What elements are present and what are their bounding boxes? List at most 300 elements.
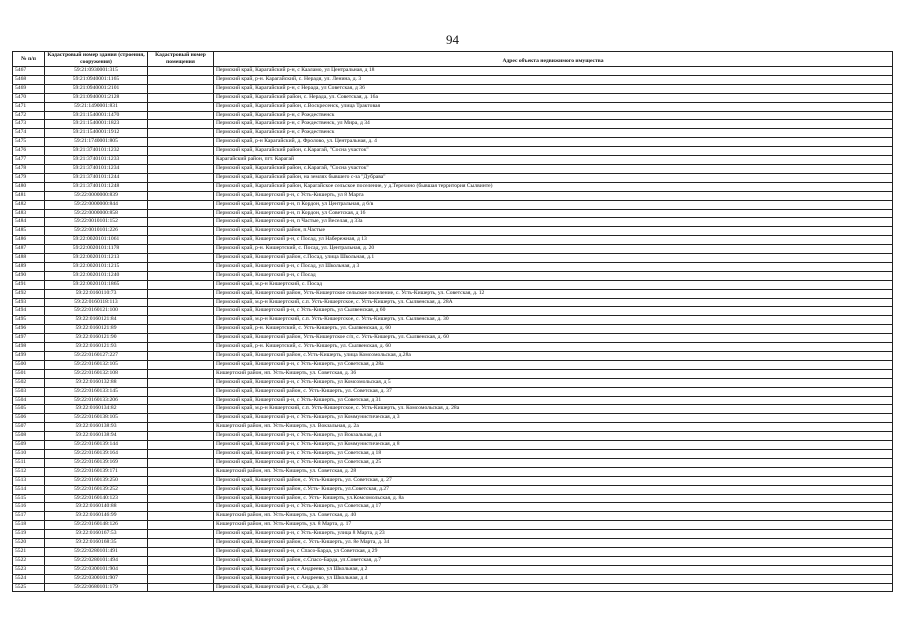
table-row [13, 325, 893, 334]
cadastral-building-cell: 59:21:1490001:831 [45, 102, 148, 111]
cadastral-building-cell: 59:22:0160138:93 [45, 423, 148, 432]
cadastral-building-cell: 59:22:0160139:144 [45, 441, 148, 450]
cadastral-premise-cell [148, 512, 214, 521]
address-cell: Пермский край, Кишертский район, Усть-Кишертское сельское поселение, с. Усть-Кишерть, ул. Советская, д. 12 [214, 289, 893, 298]
cadastral-building-cell: 59:22:0160132:108 [45, 369, 148, 378]
page-number: 94 [446, 32, 459, 47]
cadastral-building-cell: 59:22:0160121:100 [45, 307, 148, 316]
address-cell: Пермский край, Кишертский р-н, с Усть-Кишерть, ул Советская, д 18 [214, 449, 893, 458]
cadastral-premise-cell [148, 182, 214, 191]
cadastral-premise-cell [148, 236, 214, 245]
address-cell: Кишертский район, нп. Усть-Кишерть, ул. Вокзальная, д. 2а [214, 423, 893, 432]
address-cell: Пермский край, Кишертский район, п.Частые [214, 227, 893, 236]
cadastral-premise-cell [148, 102, 214, 111]
row-number: 5505 [13, 405, 45, 414]
cadastral-premise-cell [148, 120, 214, 129]
address-cell: Пермский край, р-н. Кишертский, с. Усть-Кишерть, ул. Сылвенская, д. 60 [214, 343, 893, 352]
cadastral-premise-cell [148, 245, 214, 254]
address-cell: Пермский край, Кишертский район, с.Посад, улица Школьная, д.1 [214, 254, 893, 263]
cadastral-premise-cell [148, 369, 214, 378]
cadastral-building-cell: 59:22:0160138:105 [45, 414, 148, 423]
cadastral-building-cell: 59:22:0160121:84 [45, 316, 148, 325]
table-row [13, 396, 893, 405]
cadastral-building-cell: 59:21:1540001:1823 [45, 120, 148, 129]
table-row [13, 245, 893, 254]
cadastral-building-cell: 59:22:0160146:99 [45, 512, 148, 521]
cadastral-building-cell: 59:22:0160167:53 [45, 530, 148, 539]
cadastral-building-cell: 59:22:0160118:113 [45, 298, 148, 307]
row-number: 5488 [13, 254, 45, 263]
row-number: 5513 [13, 476, 45, 485]
address-cell: Пермский край, Кишертский р-н, с Усть-Кишерть, улица 8 Марта, д 23 [214, 530, 893, 539]
row-number: 5481 [13, 191, 45, 200]
cadastral-premise-cell [148, 547, 214, 556]
address-cell: Пермский край, Кишертский р-н, с Андреево, ул Школьная, д 2 [214, 565, 893, 574]
address-cell: Пермский край, р-н Карагайский, д. Фролово, ул. Центральная, д. 4 [214, 138, 893, 147]
address-cell: Пермский край, Карагайский р-н, с Нерада, ул Советская, д 36 [214, 84, 893, 93]
address-cell: Пермский край, Кишертский р-н, с Усть-Кишерть, ул Советская, д 17 [214, 503, 893, 512]
row-number: 5489 [13, 262, 45, 271]
cadastral-building-cell: 59:22:0160139:250 [45, 476, 148, 485]
row-number: 5518 [13, 521, 45, 530]
row-number: 5510 [13, 449, 45, 458]
header-cadastral-building: Кадастровый номер здания (строения, сооружения) [45, 52, 148, 67]
row-number: 5477 [13, 156, 45, 165]
cadastral-premise-cell [148, 530, 214, 539]
row-number: 5504 [13, 396, 45, 405]
address-cell: Пермский край, Кишертский район, с. Усть-Кишерть, ул. 8е Марта, д. 34 [214, 539, 893, 548]
table-row [13, 343, 893, 352]
cadastral-building-cell: 59:22:0020101:1213 [45, 254, 148, 263]
table-row [13, 352, 893, 361]
table-row [13, 254, 893, 263]
cadastral-building-cell: 59:22:0160139:169 [45, 458, 148, 467]
row-number: 5515 [13, 494, 45, 503]
row-number: 5473 [13, 120, 45, 129]
cadastral-premise-cell [148, 84, 214, 93]
address-cell: Пермский край, Кишертский р-н, п Частые, ул Веселая, д 33а [214, 218, 893, 227]
row-number: 5474 [13, 129, 45, 138]
address-cell: Пермский край, м.р-н Кишертский, с.п. Усть-Кишертское, с. Усть-Кишерть, ул. Сылвенская, д. 28А [214, 298, 893, 307]
address-cell: Пермский край, Кишертский р-н, п Кордон, ул Советская, д 16 [214, 209, 893, 218]
row-number: 5499 [13, 352, 45, 361]
cadastral-building-cell: 59:22:0000000:844 [45, 200, 148, 209]
row-number: 5475 [13, 138, 45, 147]
row-number: 5506 [13, 414, 45, 423]
table-row [13, 378, 893, 387]
cadastral-building-cell: 59:22:0160110:73 [45, 289, 148, 298]
header-address: Адрес объекта недвижимого имущества [214, 52, 893, 67]
row-number: 5487 [13, 245, 45, 254]
table-row [13, 512, 893, 521]
row-number: 5496 [13, 325, 45, 334]
row-number: 5517 [13, 512, 45, 521]
cadastral-premise-cell [148, 583, 214, 592]
table-row [13, 307, 893, 316]
cadastral-building-cell: 59:22:0300101:907 [45, 574, 148, 583]
address-cell: Пермский край, Карагайский р-н, с Рождественск [214, 129, 893, 138]
table-row [13, 120, 893, 129]
cadastral-premise-cell [148, 556, 214, 565]
row-number: 5491 [13, 280, 45, 289]
table-row [13, 111, 893, 120]
address-cell: Пермский край, Кишертский р-н, п Кордон, ул Центральная, д 6/в [214, 200, 893, 209]
table-row [13, 84, 893, 93]
row-number: 5490 [13, 271, 45, 280]
cadastral-building-cell: 59:22:0160121:93 [45, 343, 148, 352]
cadastral-premise-cell [148, 360, 214, 369]
address-cell: Пермский край, м.р-н Кишертский, с.п. Усть-Кишертское, с. Усть-Кишерть, ул. Сылвенская, д. 30 [214, 316, 893, 325]
cadastral-premise-cell [148, 75, 214, 84]
address-cell: Пермский край, Кишертский район, Усть-Кишертское с/п, с. Усть-Кишерть, ул. Сылвенская, д. 60 [214, 334, 893, 343]
row-number: 5523 [13, 565, 45, 574]
table-row [13, 583, 893, 592]
cadastral-premise-cell [148, 173, 214, 182]
row-number: 5522 [13, 556, 45, 565]
address-cell: Пермский край, Кишертский р-н, с Усть-Кишерть, ул Сылвенская, д 60 [214, 307, 893, 316]
table-row [13, 227, 893, 236]
address-cell: Пермский край, Кишертский р-н, с Усть-Кишерть, ул 8 Марта [214, 191, 893, 200]
address-cell: Пермский край, р-н. Кишертский, с. Посад, ул. Центральная, д. 20 [214, 245, 893, 254]
cadastral-building-cell: 59:21:0940001:2101 [45, 84, 148, 93]
row-number: 5500 [13, 360, 45, 369]
table-row [13, 503, 893, 512]
cadastral-premise-cell [148, 191, 214, 200]
cadastral-building-cell: 59:22:0160134:82 [45, 405, 148, 414]
table-row [13, 414, 893, 423]
row-number: 5524 [13, 574, 45, 583]
table-row [13, 271, 893, 280]
cadastral-building-cell: 59:22:0160132:105 [45, 360, 148, 369]
row-number: 5480 [13, 182, 45, 191]
table-row [13, 164, 893, 173]
cadastral-building-cell: 59:21:0940001:1165 [45, 75, 148, 84]
table-body [13, 67, 893, 592]
cadastral-building-cell: 59:22:0020101:1061 [45, 236, 148, 245]
cadastral-building-cell: 59:21:3740101:1248 [45, 182, 148, 191]
row-number: 5521 [13, 547, 45, 556]
row-number: 5485 [13, 227, 45, 236]
row-number: 5516 [13, 503, 45, 512]
cadastral-building-cell: 59:21:0930001:315 [45, 67, 148, 76]
address-cell: Пермский край, Кишертский р-н, с. Седа, д. 38 [214, 583, 893, 592]
cadastral-premise-cell [148, 405, 214, 414]
table-row [13, 432, 893, 441]
row-number: 5467 [13, 67, 45, 76]
cadastral-building-cell: 59:22:0010101:226 [45, 227, 148, 236]
table-row [13, 316, 893, 325]
row-number: 5468 [13, 75, 45, 84]
table-header-row [13, 52, 893, 67]
address-cell: Пермский край, Карагайский район, с.Воскресенск, улица Трактовая [214, 102, 893, 111]
cadastral-premise-cell [148, 254, 214, 263]
cadastral-premise-cell [148, 441, 214, 450]
row-number: 5493 [13, 298, 45, 307]
address-cell: Пермский край, м.р-н Кишертский, с. Посад [214, 280, 893, 289]
cadastral-building-cell: 59:22:0160133:145 [45, 387, 148, 396]
row-number: 5472 [13, 111, 45, 120]
table-row [13, 467, 893, 476]
address-cell: Пермский край, Карагайский район, на землях бывшего с-за "Дубрава" [214, 173, 893, 182]
cadastral-premise-cell [148, 539, 214, 548]
row-number: 5497 [13, 334, 45, 343]
table-row [13, 129, 893, 138]
cadastral-premise-cell [148, 352, 214, 361]
table-row [13, 458, 893, 467]
cadastral-premise-cell [148, 129, 214, 138]
cadastral-building-cell: 59:22:0160148:126 [45, 521, 148, 530]
address-cell: Пермский край, Кишертский р-н, с Посад, ул Школьная, д 3 [214, 262, 893, 271]
row-number: 5501 [13, 369, 45, 378]
cadastral-premise-cell [148, 458, 214, 467]
address-cell: Пермский край, Кишертский р-н, с Усть-Кишерть, ул Советская, д 25 [214, 458, 893, 467]
cadastral-building-cell: 59:22:0160140:123 [45, 494, 148, 503]
cadastral-premise-cell [148, 378, 214, 387]
row-number: 5476 [13, 147, 45, 156]
address-cell: Пермский край, Карагайский р-н, с Кааламо, ул Центральная, д 18 [214, 67, 893, 76]
cadastral-premise-cell [148, 432, 214, 441]
cadastral-premise-cell [148, 476, 214, 485]
table-row [13, 387, 893, 396]
table-row [13, 102, 893, 111]
cadastral-premise-cell [148, 138, 214, 147]
address-cell: Пермский край, Кишертский р-н, с Усть-Кишерть, ул Коммунистическая, д 3 [214, 414, 893, 423]
cadastral-building-cell: 59:22:0000000:839 [45, 191, 148, 200]
cadastral-premise-cell [148, 334, 214, 343]
row-number: 5471 [13, 102, 45, 111]
table-row [13, 298, 893, 307]
cadastral-premise-cell [148, 289, 214, 298]
table-row [13, 530, 893, 539]
table-row [13, 423, 893, 432]
row-number: 5486 [13, 236, 45, 245]
table-row [13, 547, 893, 556]
cadastral-building-cell: 59:22:0160168:35 [45, 539, 148, 548]
address-cell: Пермский край, Кишертский район, с.Усть- Кишерть, ул.Советская, д.27 [214, 485, 893, 494]
cadastral-building-cell: 59:22:0160121:89 [45, 325, 148, 334]
registry-table [12, 51, 893, 592]
address-cell: Пермский край, Карагайский р-н, с Рождественск, ул Мира, д 34 [214, 120, 893, 129]
cadastral-premise-cell [148, 325, 214, 334]
table-row [13, 369, 893, 378]
cadastral-building-cell: 59:22:0160138:94 [45, 432, 148, 441]
cadastral-building-cell: 59:22:0020101:1178 [45, 245, 148, 254]
table-row [13, 449, 893, 458]
row-number: 5512 [13, 467, 45, 476]
cadastral-building-cell: 59:21:0940001:2128 [45, 93, 148, 102]
address-cell: Кишертский район, нп. Усть-Кишерть, ул. Советская, д. 36 [214, 369, 893, 378]
row-number: 5502 [13, 378, 45, 387]
cadastral-building-cell: 59:22:0010101:152 [45, 218, 148, 227]
row-number: 5514 [13, 485, 45, 494]
address-cell: Пермский край, Кишертский р-н, с Усть-Кишерть, ул Советская, д 28а [214, 360, 893, 369]
cadastral-building-cell: 59:22:0160139:164 [45, 449, 148, 458]
cadastral-premise-cell [148, 449, 214, 458]
table-row [13, 405, 893, 414]
address-cell: Пермский край, р-н. Кишертский, с. Усть-Кишерть, ул. Сылвенская, д. 60 [214, 325, 893, 334]
table-row [13, 289, 893, 298]
cadastral-building-cell: 59:22:0160133:206 [45, 396, 148, 405]
cadastral-building-cell: 59:21:3740101:1234 [45, 164, 148, 173]
cadastral-premise-cell [148, 164, 214, 173]
cadastral-premise-cell [148, 565, 214, 574]
address-cell: Пермский край, м.р-н Кишертский, с.п. Усть-Кишертское, с. Усть-Кишерть, ул. Комсомольская, д. 28а [214, 405, 893, 414]
cadastral-premise-cell [148, 218, 214, 227]
cadastral-building-cell: 59:21:1540001:1912 [45, 129, 148, 138]
table-row [13, 191, 893, 200]
table-row [13, 565, 893, 574]
row-number: 5508 [13, 432, 45, 441]
cadastral-premise-cell [148, 111, 214, 120]
cadastral-premise-cell [148, 574, 214, 583]
cadastral-premise-cell [148, 467, 214, 476]
cadastral-premise-cell [148, 200, 214, 209]
header-num: № п/п [13, 52, 45, 67]
cadastral-building-cell: 59:22:0300101:904 [45, 565, 148, 574]
table-row [13, 262, 893, 271]
cadastral-premise-cell [148, 280, 214, 289]
cadastral-premise-cell [148, 271, 214, 280]
address-cell: Пермский край, Карагайский район, с. Нерада, ул. Советская, д. 16а [214, 93, 893, 102]
row-number: 5482 [13, 200, 45, 209]
address-cell: Кишертский район, нп. Усть-Кишерть, ул. Советская, д. 28 [214, 467, 893, 476]
address-cell: Пермский край, Кишертский район, с. Усть- Кишерть, ул.Комсомольская, д. 8а [214, 494, 893, 503]
table-row [13, 173, 893, 182]
table-row [13, 521, 893, 530]
cadastral-building-cell: 59:22:0000000:858 [45, 209, 148, 218]
cadastral-premise-cell [148, 396, 214, 405]
table-row [13, 556, 893, 565]
address-cell: Пермский край, Кишертский р-н, с Посад, ул Набережная, д 13 [214, 236, 893, 245]
table-row [13, 156, 893, 165]
cadastral-premise-cell [148, 423, 214, 432]
cadastral-building-cell: 59:22:0280101:494 [45, 556, 148, 565]
cadastral-premise-cell [148, 387, 214, 396]
row-number: 5520 [13, 539, 45, 548]
row-number: 5483 [13, 209, 45, 218]
row-number: 5495 [13, 316, 45, 325]
address-cell: Пермский край, Кишертский район, с.Спасо-Барда, ул.Советская, д.7 [214, 556, 893, 565]
row-number: 5470 [13, 93, 45, 102]
table-row [13, 360, 893, 369]
address-cell: Пермский край, Кишертский р-н, с Спасо-Барда, ул Советская, д 29 [214, 547, 893, 556]
cadastral-building-cell: 59:22:0160140:88 [45, 503, 148, 512]
cadastral-premise-cell [148, 503, 214, 512]
cadastral-premise-cell [148, 209, 214, 218]
row-number: 5479 [13, 173, 45, 182]
address-cell: Пермский край, р-н. Карагайский, с. Нерадя, ул. Ленина, д. 3 [214, 75, 893, 84]
address-cell: Пермский край, Кишертский р-н, с Усть-Кишерть, ул Советская, д 31 [214, 396, 893, 405]
address-cell: Пермский край, Кишертский р-н, с Усть-Кишерть, ул Комсомольская, д 5 [214, 378, 893, 387]
row-number: 5498 [13, 343, 45, 352]
address-cell: Пермский край, Кишертский район, с. Усть-Кишерть, ул. Советская, д. 27 [214, 476, 893, 485]
address-cell: Пермский край, Кишертский район, с. Усть-Кишерть, ул. Советская, д. 37 [214, 387, 893, 396]
address-cell: Пермский край, Кишертский р-н, с Посад [214, 271, 893, 280]
table-row [13, 476, 893, 485]
address-cell: Пермский край, Кишертский р-н, с Усть-Кишерть, ул Коммунистическая, д 8 [214, 441, 893, 450]
cadastral-premise-cell [148, 521, 214, 530]
table-row [13, 147, 893, 156]
cadastral-premise-cell [148, 93, 214, 102]
address-cell: Пермский край, Кишертский р-н, с Андреево, ул Школьная, д 4 [214, 574, 893, 583]
row-number: 5494 [13, 307, 45, 316]
cadastral-premise-cell [148, 485, 214, 494]
table-row [13, 236, 893, 245]
row-number: 5509 [13, 441, 45, 450]
row-number: 5484 [13, 218, 45, 227]
cadastral-premise-cell [148, 307, 214, 316]
cadastral-building-cell: 59:22:0160121:90 [45, 334, 148, 343]
cadastral-building-cell: 59:22:0020101:1865 [45, 280, 148, 289]
cadastral-premise-cell [148, 298, 214, 307]
table-row [13, 334, 893, 343]
table-row [13, 485, 893, 494]
address-cell: Пермский край, Карагайский район, с.Карагай, "Сосна участок" [214, 147, 893, 156]
cadastral-building-cell: 59:22:0160139:252 [45, 485, 148, 494]
cadastral-building-cell: 59:22:0020101:1215 [45, 262, 148, 271]
row-number: 5503 [13, 387, 45, 396]
table-row [13, 67, 893, 76]
cadastral-building-cell: 59:21:3740101:1232 [45, 147, 148, 156]
cadastral-building-cell: 59:22:0020101:1240 [45, 271, 148, 280]
cadastral-building-cell: 59:21:1540001:1470 [45, 111, 148, 120]
cadastral-building-cell: 59:22:0680101:179 [45, 583, 148, 592]
address-cell: Карагайский район, пгт. Карагай [214, 156, 893, 165]
row-number: 5519 [13, 530, 45, 539]
cadastral-premise-cell [148, 414, 214, 423]
address-cell: Кишертский район, нп. Усть-Кишерть, ул. Советская, д. 40 [214, 512, 893, 521]
header-cadastral-premise: Кадастровый номер помещения [148, 52, 214, 67]
table-row [13, 441, 893, 450]
cadastral-premise-cell [148, 494, 214, 503]
row-number: 5525 [13, 583, 45, 592]
table-row [13, 280, 893, 289]
row-number: 5492 [13, 289, 45, 298]
address-cell: Пермский край, Кишертский р-н, с Усть-Кишерть, ул Вокзальная, д 4 [214, 432, 893, 441]
table-row [13, 138, 893, 147]
address-cell: Пермский край, Кишертский район, с.Усть-Кишерть, улица Комсомольская, д.28а [214, 352, 893, 361]
cadastral-building-cell: 59:21:3740101:1244 [45, 173, 148, 182]
row-number: 5511 [13, 458, 45, 467]
cadastral-building-cell: 59:22:0160127:227 [45, 352, 148, 361]
table-row [13, 182, 893, 191]
address-cell: Пермский край, Карагайский район, Карагайское сельское поселение, у д.Терехино (бывшая территория Сылвинте) [214, 182, 893, 191]
cadastral-premise-cell [148, 156, 214, 165]
cadastral-premise-cell [148, 227, 214, 236]
cadastral-premise-cell [148, 147, 214, 156]
address-cell: Пермский край, Карагайский район, с.Карагай, "Сосна участок" [214, 164, 893, 173]
table-row [13, 93, 893, 102]
table-row [13, 539, 893, 548]
row-number: 5478 [13, 164, 45, 173]
cadastral-building-cell: 59:21:1740001:805 [45, 138, 148, 147]
address-cell: Кишертский район, нп. Усть-Кишерть, ул. 8 Марта, д. 17 [214, 521, 893, 530]
row-number: 5469 [13, 84, 45, 93]
cadastral-premise-cell [148, 316, 214, 325]
cadastral-premise-cell [148, 343, 214, 352]
table-row [13, 494, 893, 503]
address-cell: Пермский край, Карагайский р-н, с Рождественск [214, 111, 893, 120]
cadastral-building-cell: 59:22:0280101:491 [45, 547, 148, 556]
cadastral-premise-cell [148, 67, 214, 76]
cadastral-premise-cell [148, 262, 214, 271]
cadastral-building-cell: 59:21:3740101:1233 [45, 156, 148, 165]
table-row [13, 218, 893, 227]
cadastral-building-cell: 59:22:0160132:88 [45, 378, 148, 387]
cadastral-building-cell: 59:22:0160139:171 [45, 467, 148, 476]
table-row [13, 209, 893, 218]
row-number: 5507 [13, 423, 45, 432]
